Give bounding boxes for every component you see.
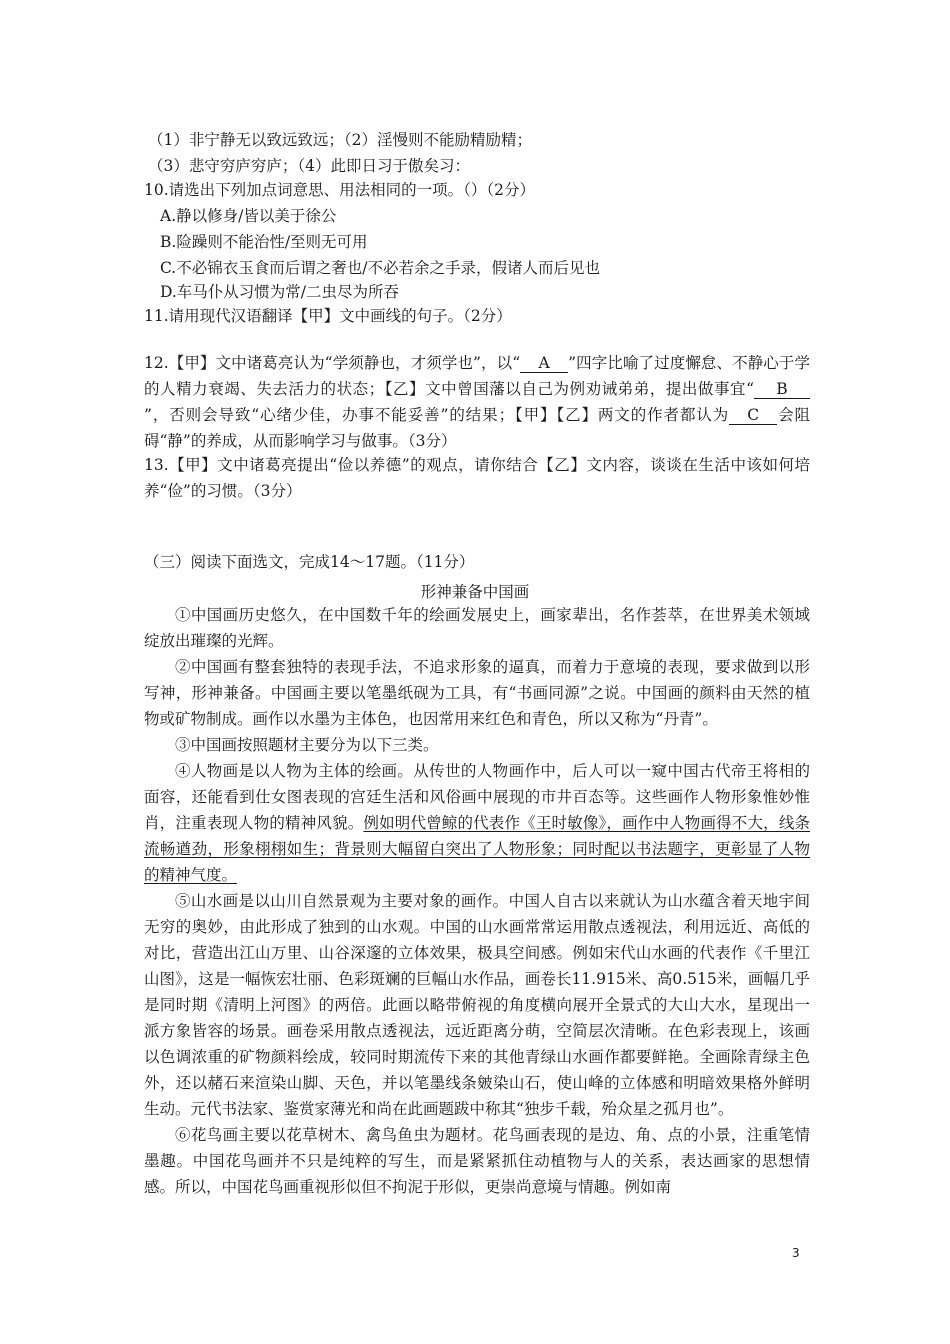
page-number: 3 — [792, 1246, 800, 1260]
question-10-option-b — [160, 232, 368, 252]
q12-part-4: 会阻碍“静”的养成，从而影响学习与做事。（3分） — [144, 406, 810, 450]
article-body — [144, 602, 810, 1200]
paragraph-4-text: ④人物画是以人物为主体的绘画。从传世的人物画作中，后人可以一窥中国古代帝王将相的面容，还能看到仕女图表现的宫廷生活和风俗画中展现的市井百态等。这些画作人物形象惟妙惟肖，注重表现人物的精神风貌。 — [144, 762, 810, 832]
question-12-paragraph — [144, 350, 810, 454]
q12-part-1: 12.【甲】文中诸葛亮认为“学须静也，才须学也”，以“ — [144, 354, 521, 372]
paragraph-3: ③中国画按照题材主要分为以下三类。 — [175, 736, 439, 754]
question-11-text: 11.请用现代汉语翻译【甲】文中画线的句子。（2分） — [144, 307, 512, 325]
question-12 — [144, 350, 810, 454]
blank-a: A — [520, 354, 568, 373]
question-13-text: 13.【甲】文中诸葛亮提出“俭以养德”的观点，请你结合【乙】文内容，谈谈在生活中该如何培养“俭”的习惯。（3分） — [144, 456, 810, 500]
paragraph-4 — [144, 758, 810, 888]
section-3-text: （三）阅读下面选文，完成14～17题。（11分） — [144, 553, 475, 571]
paragraph-6: ⑥花鸟画主要以花草树木、禽鸟鱼虫为题材。花鸟画表现的是边、角、点的小景，注重笔情墨趣。中国花鸟画并不只是纯粹的写生，而是紧紧抓住动植物与人的关系，表达画家的思想情感。所以，中国花鸟画重视形似但不拘泥于形似，更崇尚意境与情趣。例如南 — [144, 1126, 810, 1196]
option-d-text: D.车马仆从习惯为常/二虫尽为所吞 — [160, 283, 400, 301]
article-title: 形神兼备中国画 — [420, 583, 530, 601]
paragraph-2: ②中国画有整套独特的表现手法，不追求形象的逼真，而着力于意境的表现，要求做到以形写神，形神兼备。中国画主要以笔墨纸砚为工具，有“书画同源”之说。中国画的颜料由天然的植物或矿物制成。画作以水墨为主体色，也因常用来红色和青色，所以又称为“丹青”。 — [144, 658, 810, 728]
question-10-stem — [144, 180, 535, 200]
paragraph-5: ⑤山水画是以山川自然景观为主要对象的画作。中国人自古以来就认为山水蕴含着天地宇间无穷的奥妙，由此形成了独到的山水观。中国的山水画常常运用散点透视法，利用远近、高低的对比，营造出江山万里、山谷深邃的立体效果，极具空间感。例如宋代山水画的代表作《千里江山图》，这是一幅恢宏壮丽、色彩斑斓的巨幅山水作品，画卷长11.915米、高0.515米，画幅几乎是同时期《清明上河图》的两倍。此画以略带俯视的角度横向展开全景式的大山大水，星现出一派方象皆容的场景。画卷采用散点透视法，远近距离分萌，空简层次清晰。在色彩表现上，该画以色调浓重的矿物颜料绘成，较同时期流传下来的其他青绿山水画作都要鲜艳。全画除青绿主色外，还以赭石来渲染山脚、天色，并以笔墨线条皴染山石，使山峰的立体感和明暗效果格外鲜明生动。元代书法家、鉴赏家薄光和尚在此画题跋中称其“独步千载，殆众星之孤月也”。 — [144, 892, 810, 1118]
paragraph-1: ①中国画历史悠久，在中国数千年的绘画发展史上，画家辈出，名作荟萃，在世界美术领域绽放出璀璨的光辉。 — [144, 606, 810, 650]
question-10-option-c — [160, 258, 600, 278]
paragraph-4-underlined: 例如明代曾鲸的代表作《王时敏像》，画作中人物画得不大，线条流畅遒劲，形象栩栩如生；背景则大幅留白突出了人物形象；同时配以书法题字，更彰显了人物的精神气度。 — [144, 814, 810, 884]
question-13 — [144, 452, 810, 504]
q9-row-2 — [148, 156, 470, 176]
q9-row-1-text: （1）非宁静无以致远致远；（2）淫慢则不能励精励精； — [148, 131, 532, 149]
q12-part-3: ”，否则会导致“心绪少佳，办事不能妥善”的结果；【甲】【乙】两文的作者都认为 — [144, 406, 730, 424]
question-10-option-a — [160, 206, 336, 226]
section-3-heading — [144, 552, 474, 572]
q9-row-1 — [148, 130, 532, 150]
question-10-option-d — [160, 282, 399, 302]
blank-b: B — [754, 380, 810, 399]
question-11 — [144, 306, 512, 326]
q9-row-2-text: （3）悲守穷庐穷庐；（4）此即日习于傲矣习： — [148, 157, 470, 175]
option-c-text: C.不必锦衣玉食而后谓之奢也/不必若余之手录，假诸人而后见也 — [160, 259, 600, 277]
q12-part-2: ”四字比喻了过度懈怠、不静心于学的人精力衰竭、失去活力的状态；【乙】文中曾国藩以自己为例劝诫弟弟，提出做事宜“ — [144, 354, 810, 398]
option-a-text: A.静以修身/皆以美于徐公 — [160, 207, 337, 225]
question-10-text: 10.请选出下列加点词意思、用法相同的一项。（）（2分） — [144, 181, 536, 199]
blank-c: C — [729, 406, 777, 425]
option-b-text: B.险躁则不能治性/至则无可用 — [160, 233, 368, 251]
